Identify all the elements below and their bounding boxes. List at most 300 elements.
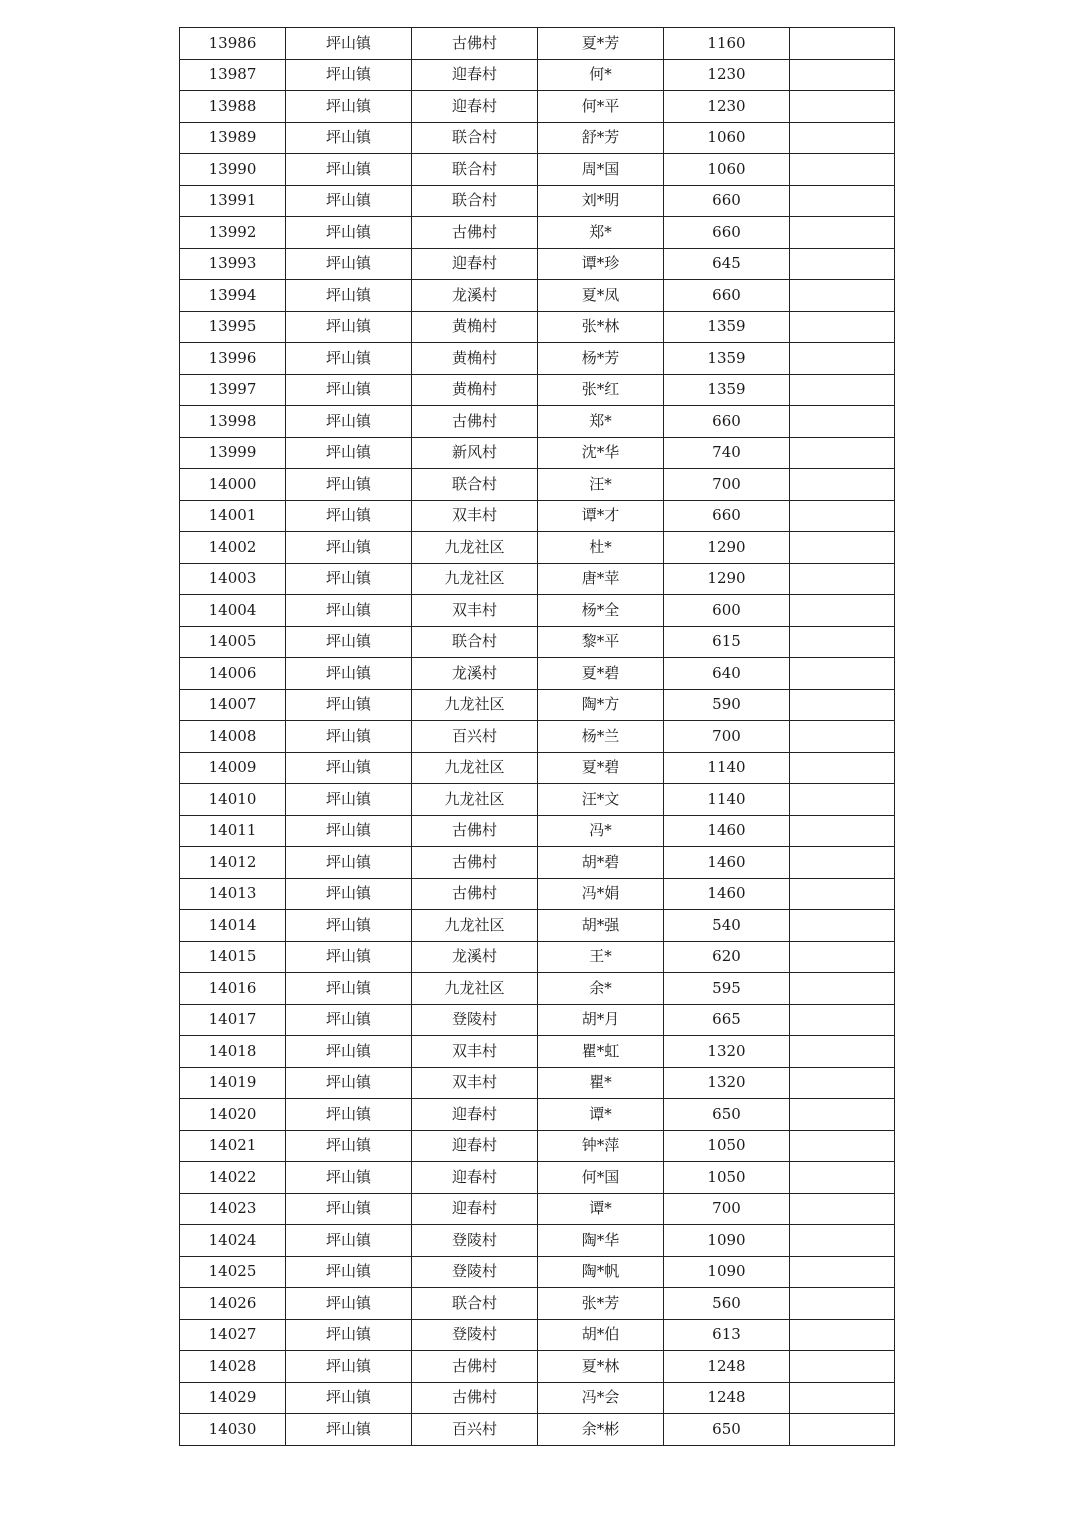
table-row bbox=[180, 91, 895, 123]
table-row bbox=[180, 122, 895, 154]
town-cell: 坪山镇 bbox=[286, 1414, 412, 1446]
name-cell: 谭* bbox=[538, 1099, 664, 1131]
amount-cell: 1050 bbox=[664, 1130, 790, 1162]
name-cell: 夏*芳 bbox=[538, 28, 664, 60]
name-cell: 冯*会 bbox=[538, 1382, 664, 1414]
table-row bbox=[180, 1414, 895, 1446]
name-cell: 胡*伯 bbox=[538, 1319, 664, 1351]
note-cell bbox=[790, 91, 895, 123]
serial-number-cell: 13997 bbox=[180, 374, 286, 406]
note-cell bbox=[790, 374, 895, 406]
serial-number-cell: 14018 bbox=[180, 1036, 286, 1068]
amount-cell: 1460 bbox=[664, 815, 790, 847]
note-cell bbox=[790, 185, 895, 217]
table-row bbox=[180, 374, 895, 406]
table-row bbox=[180, 563, 895, 595]
amount-cell: 560 bbox=[664, 1288, 790, 1320]
village-cell: 古佛村 bbox=[412, 847, 538, 879]
table-row bbox=[180, 437, 895, 469]
table-row bbox=[180, 1036, 895, 1068]
table-row bbox=[180, 658, 895, 690]
serial-number-cell: 14025 bbox=[180, 1256, 286, 1288]
table-row bbox=[180, 784, 895, 816]
amount-cell: 1460 bbox=[664, 878, 790, 910]
serial-number-cell: 14028 bbox=[180, 1351, 286, 1383]
amount-cell: 700 bbox=[664, 469, 790, 501]
note-cell bbox=[790, 1067, 895, 1099]
serial-number-cell: 13989 bbox=[180, 122, 286, 154]
amount-cell: 540 bbox=[664, 910, 790, 942]
table-row bbox=[180, 59, 895, 91]
amount-cell: 1090 bbox=[664, 1225, 790, 1257]
note-cell bbox=[790, 437, 895, 469]
table-row bbox=[180, 343, 895, 375]
town-cell: 坪山镇 bbox=[286, 406, 412, 438]
amount-cell: 615 bbox=[664, 626, 790, 658]
town-cell: 坪山镇 bbox=[286, 1004, 412, 1036]
table-row bbox=[180, 185, 895, 217]
note-cell bbox=[790, 563, 895, 595]
town-cell: 坪山镇 bbox=[286, 721, 412, 753]
note-cell bbox=[790, 1130, 895, 1162]
town-cell: 坪山镇 bbox=[286, 1256, 412, 1288]
note-cell bbox=[790, 1382, 895, 1414]
town-cell: 坪山镇 bbox=[286, 437, 412, 469]
village-cell: 双丰村 bbox=[412, 1067, 538, 1099]
town-cell: 坪山镇 bbox=[286, 1225, 412, 1257]
serial-number-cell: 14009 bbox=[180, 752, 286, 784]
town-cell: 坪山镇 bbox=[286, 595, 412, 627]
name-cell: 陶*方 bbox=[538, 689, 664, 721]
note-cell bbox=[790, 1319, 895, 1351]
town-cell: 坪山镇 bbox=[286, 28, 412, 60]
table-row bbox=[180, 1225, 895, 1257]
town-cell: 坪山镇 bbox=[286, 185, 412, 217]
note-cell bbox=[790, 280, 895, 312]
town-cell: 坪山镇 bbox=[286, 1099, 412, 1131]
name-cell: 张*林 bbox=[538, 311, 664, 343]
amount-cell: 1320 bbox=[664, 1067, 790, 1099]
note-cell bbox=[790, 1004, 895, 1036]
name-cell: 杨*芳 bbox=[538, 343, 664, 375]
amount-cell: 1160 bbox=[664, 28, 790, 60]
table-row bbox=[180, 878, 895, 910]
table-row bbox=[180, 1256, 895, 1288]
town-cell: 坪山镇 bbox=[286, 815, 412, 847]
serial-number-cell: 14003 bbox=[180, 563, 286, 595]
village-cell: 联合村 bbox=[412, 469, 538, 501]
town-cell: 坪山镇 bbox=[286, 878, 412, 910]
village-cell: 黄桷村 bbox=[412, 311, 538, 343]
amount-cell: 665 bbox=[664, 1004, 790, 1036]
amount-cell: 660 bbox=[664, 406, 790, 438]
town-cell: 坪山镇 bbox=[286, 1288, 412, 1320]
note-cell bbox=[790, 595, 895, 627]
note-cell bbox=[790, 343, 895, 375]
town-cell: 坪山镇 bbox=[286, 973, 412, 1005]
table-row bbox=[180, 973, 895, 1005]
amount-cell: 1060 bbox=[664, 154, 790, 186]
town-cell: 坪山镇 bbox=[286, 59, 412, 91]
table-row bbox=[180, 1004, 895, 1036]
village-cell: 古佛村 bbox=[412, 1351, 538, 1383]
table-row bbox=[180, 154, 895, 186]
serial-number-cell: 14023 bbox=[180, 1193, 286, 1225]
name-cell: 夏*林 bbox=[538, 1351, 664, 1383]
village-cell: 九龙社区 bbox=[412, 689, 538, 721]
village-cell: 百兴村 bbox=[412, 721, 538, 753]
note-cell bbox=[790, 59, 895, 91]
amount-cell: 1140 bbox=[664, 784, 790, 816]
amount-cell: 640 bbox=[664, 658, 790, 690]
village-cell: 九龙社区 bbox=[412, 563, 538, 595]
serial-number-cell: 13994 bbox=[180, 280, 286, 312]
note-cell bbox=[790, 689, 895, 721]
note-cell bbox=[790, 28, 895, 60]
village-cell: 登陵村 bbox=[412, 1225, 538, 1257]
table-row bbox=[180, 752, 895, 784]
name-cell: 夏*碧 bbox=[538, 752, 664, 784]
name-cell: 谭* bbox=[538, 1193, 664, 1225]
town-cell: 坪山镇 bbox=[286, 500, 412, 532]
town-cell: 坪山镇 bbox=[286, 343, 412, 375]
village-cell: 古佛村 bbox=[412, 406, 538, 438]
amount-cell: 1230 bbox=[664, 91, 790, 123]
name-cell: 刘*明 bbox=[538, 185, 664, 217]
name-cell: 冯* bbox=[538, 815, 664, 847]
note-cell bbox=[790, 910, 895, 942]
town-cell: 坪山镇 bbox=[286, 1130, 412, 1162]
name-cell: 张*芳 bbox=[538, 1288, 664, 1320]
note-cell bbox=[790, 532, 895, 564]
table-row bbox=[180, 1099, 895, 1131]
note-cell bbox=[790, 941, 895, 973]
village-cell: 九龙社区 bbox=[412, 910, 538, 942]
name-cell: 何*平 bbox=[538, 91, 664, 123]
table-row bbox=[180, 847, 895, 879]
village-cell: 联合村 bbox=[412, 1288, 538, 1320]
name-cell: 黎*平 bbox=[538, 626, 664, 658]
name-cell: 胡*强 bbox=[538, 910, 664, 942]
village-cell: 双丰村 bbox=[412, 500, 538, 532]
name-cell: 张*红 bbox=[538, 374, 664, 406]
note-cell bbox=[790, 973, 895, 1005]
village-cell: 古佛村 bbox=[412, 815, 538, 847]
serial-number-cell: 14014 bbox=[180, 910, 286, 942]
serial-number-cell: 13986 bbox=[180, 28, 286, 60]
village-cell: 迎春村 bbox=[412, 1130, 538, 1162]
table-row bbox=[180, 1288, 895, 1320]
serial-number-cell: 14013 bbox=[180, 878, 286, 910]
roster-table-body bbox=[180, 28, 895, 1446]
town-cell: 坪山镇 bbox=[286, 1162, 412, 1194]
name-cell: 杜* bbox=[538, 532, 664, 564]
amount-cell: 1359 bbox=[664, 374, 790, 406]
table-row bbox=[180, 1067, 895, 1099]
town-cell: 坪山镇 bbox=[286, 469, 412, 501]
roster-table bbox=[179, 27, 895, 1446]
name-cell: 冯*娟 bbox=[538, 878, 664, 910]
note-cell bbox=[790, 1193, 895, 1225]
village-cell: 迎春村 bbox=[412, 1193, 538, 1225]
name-cell: 余*彬 bbox=[538, 1414, 664, 1446]
village-cell: 百兴村 bbox=[412, 1414, 538, 1446]
town-cell: 坪山镇 bbox=[286, 1319, 412, 1351]
town-cell: 坪山镇 bbox=[286, 122, 412, 154]
serial-number-cell: 13992 bbox=[180, 217, 286, 249]
village-cell: 双丰村 bbox=[412, 1036, 538, 1068]
name-cell: 舒*芳 bbox=[538, 122, 664, 154]
town-cell: 坪山镇 bbox=[286, 658, 412, 690]
name-cell: 钟*萍 bbox=[538, 1130, 664, 1162]
town-cell: 坪山镇 bbox=[286, 941, 412, 973]
name-cell: 胡*月 bbox=[538, 1004, 664, 1036]
town-cell: 坪山镇 bbox=[286, 847, 412, 879]
amount-cell: 613 bbox=[664, 1319, 790, 1351]
village-cell: 联合村 bbox=[412, 185, 538, 217]
village-cell: 龙溪村 bbox=[412, 941, 538, 973]
village-cell: 迎春村 bbox=[412, 1099, 538, 1131]
village-cell: 古佛村 bbox=[412, 28, 538, 60]
note-cell bbox=[790, 311, 895, 343]
amount-cell: 660 bbox=[664, 217, 790, 249]
village-cell: 龙溪村 bbox=[412, 658, 538, 690]
note-cell bbox=[790, 1414, 895, 1446]
serial-number-cell: 14004 bbox=[180, 595, 286, 627]
town-cell: 坪山镇 bbox=[286, 248, 412, 280]
table-row bbox=[180, 248, 895, 280]
town-cell: 坪山镇 bbox=[286, 689, 412, 721]
serial-number-cell: 14017 bbox=[180, 1004, 286, 1036]
village-cell: 新风村 bbox=[412, 437, 538, 469]
village-cell: 迎春村 bbox=[412, 1162, 538, 1194]
village-cell: 联合村 bbox=[412, 122, 538, 154]
note-cell bbox=[790, 1036, 895, 1068]
amount-cell: 1230 bbox=[664, 59, 790, 91]
note-cell bbox=[790, 878, 895, 910]
serial-number-cell: 14008 bbox=[180, 721, 286, 753]
town-cell: 坪山镇 bbox=[286, 1351, 412, 1383]
name-cell: 陶*帆 bbox=[538, 1256, 664, 1288]
serial-number-cell: 14030 bbox=[180, 1414, 286, 1446]
village-cell: 九龙社区 bbox=[412, 532, 538, 564]
serial-number-cell: 14029 bbox=[180, 1382, 286, 1414]
serial-number-cell: 13998 bbox=[180, 406, 286, 438]
name-cell: 瞿* bbox=[538, 1067, 664, 1099]
village-cell: 迎春村 bbox=[412, 59, 538, 91]
town-cell: 坪山镇 bbox=[286, 311, 412, 343]
note-cell bbox=[790, 122, 895, 154]
serial-number-cell: 14010 bbox=[180, 784, 286, 816]
serial-number-cell: 14005 bbox=[180, 626, 286, 658]
table-row bbox=[180, 721, 895, 753]
table-row bbox=[180, 469, 895, 501]
name-cell: 沈*华 bbox=[538, 437, 664, 469]
table-row bbox=[180, 311, 895, 343]
name-cell: 汪*文 bbox=[538, 784, 664, 816]
name-cell: 何*国 bbox=[538, 1162, 664, 1194]
amount-cell: 1248 bbox=[664, 1382, 790, 1414]
town-cell: 坪山镇 bbox=[286, 280, 412, 312]
village-cell: 古佛村 bbox=[412, 217, 538, 249]
amount-cell: 1248 bbox=[664, 1351, 790, 1383]
village-cell: 九龙社区 bbox=[412, 752, 538, 784]
name-cell: 瞿*虹 bbox=[538, 1036, 664, 1068]
serial-number-cell: 14021 bbox=[180, 1130, 286, 1162]
serial-number-cell: 14012 bbox=[180, 847, 286, 879]
table-row bbox=[180, 1130, 895, 1162]
amount-cell: 645 bbox=[664, 248, 790, 280]
table-row bbox=[180, 595, 895, 627]
amount-cell: 1050 bbox=[664, 1162, 790, 1194]
table-row bbox=[180, 910, 895, 942]
serial-number-cell: 14001 bbox=[180, 500, 286, 532]
name-cell: 谭*才 bbox=[538, 500, 664, 532]
amount-cell: 1359 bbox=[664, 311, 790, 343]
town-cell: 坪山镇 bbox=[286, 154, 412, 186]
village-cell: 古佛村 bbox=[412, 1382, 538, 1414]
note-cell bbox=[790, 406, 895, 438]
note-cell bbox=[790, 248, 895, 280]
note-cell bbox=[790, 469, 895, 501]
name-cell: 王* bbox=[538, 941, 664, 973]
serial-number-cell: 13991 bbox=[180, 185, 286, 217]
town-cell: 坪山镇 bbox=[286, 1193, 412, 1225]
amount-cell: 1290 bbox=[664, 532, 790, 564]
note-cell bbox=[790, 815, 895, 847]
town-cell: 坪山镇 bbox=[286, 563, 412, 595]
amount-cell: 700 bbox=[664, 721, 790, 753]
town-cell: 坪山镇 bbox=[286, 910, 412, 942]
village-cell: 古佛村 bbox=[412, 878, 538, 910]
town-cell: 坪山镇 bbox=[286, 784, 412, 816]
village-cell: 双丰村 bbox=[412, 595, 538, 627]
name-cell: 周*国 bbox=[538, 154, 664, 186]
amount-cell: 740 bbox=[664, 437, 790, 469]
name-cell: 郑* bbox=[538, 217, 664, 249]
town-cell: 坪山镇 bbox=[286, 217, 412, 249]
village-cell: 联合村 bbox=[412, 626, 538, 658]
town-cell: 坪山镇 bbox=[286, 532, 412, 564]
name-cell: 汪* bbox=[538, 469, 664, 501]
serial-number-cell: 13995 bbox=[180, 311, 286, 343]
table-row bbox=[180, 532, 895, 564]
note-cell bbox=[790, 1351, 895, 1383]
serial-number-cell: 14024 bbox=[180, 1225, 286, 1257]
amount-cell: 620 bbox=[664, 941, 790, 973]
village-cell: 登陵村 bbox=[412, 1319, 538, 1351]
village-cell: 龙溪村 bbox=[412, 280, 538, 312]
note-cell bbox=[790, 784, 895, 816]
table-row bbox=[180, 1319, 895, 1351]
village-cell: 登陵村 bbox=[412, 1004, 538, 1036]
table-row bbox=[180, 815, 895, 847]
name-cell: 唐*苹 bbox=[538, 563, 664, 595]
amount-cell: 595 bbox=[664, 973, 790, 1005]
amount-cell: 660 bbox=[664, 500, 790, 532]
town-cell: 坪山镇 bbox=[286, 91, 412, 123]
amount-cell: 1290 bbox=[664, 563, 790, 595]
town-cell: 坪山镇 bbox=[286, 1036, 412, 1068]
amount-cell: 1320 bbox=[664, 1036, 790, 1068]
note-cell bbox=[790, 154, 895, 186]
amount-cell: 1460 bbox=[664, 847, 790, 879]
serial-number-cell: 13999 bbox=[180, 437, 286, 469]
amount-cell: 1090 bbox=[664, 1256, 790, 1288]
serial-number-cell: 14015 bbox=[180, 941, 286, 973]
village-cell: 登陵村 bbox=[412, 1256, 538, 1288]
name-cell: 夏*凤 bbox=[538, 280, 664, 312]
note-cell bbox=[790, 847, 895, 879]
table-row bbox=[180, 941, 895, 973]
note-cell bbox=[790, 217, 895, 249]
note-cell bbox=[790, 1288, 895, 1320]
town-cell: 坪山镇 bbox=[286, 1382, 412, 1414]
note-cell bbox=[790, 1225, 895, 1257]
town-cell: 坪山镇 bbox=[286, 626, 412, 658]
name-cell: 何* bbox=[538, 59, 664, 91]
name-cell: 夏*碧 bbox=[538, 658, 664, 690]
note-cell bbox=[790, 500, 895, 532]
serial-number-cell: 14020 bbox=[180, 1099, 286, 1131]
town-cell: 坪山镇 bbox=[286, 752, 412, 784]
note-cell bbox=[790, 721, 895, 753]
village-cell: 九龙社区 bbox=[412, 973, 538, 1005]
amount-cell: 650 bbox=[664, 1414, 790, 1446]
village-cell: 黄桷村 bbox=[412, 374, 538, 406]
note-cell bbox=[790, 658, 895, 690]
serial-number-cell: 13988 bbox=[180, 91, 286, 123]
table-row bbox=[180, 500, 895, 532]
name-cell: 郑* bbox=[538, 406, 664, 438]
serial-number-cell: 14002 bbox=[180, 532, 286, 564]
table-row bbox=[180, 217, 895, 249]
amount-cell: 1060 bbox=[664, 122, 790, 154]
serial-number-cell: 13990 bbox=[180, 154, 286, 186]
village-cell: 迎春村 bbox=[412, 91, 538, 123]
serial-number-cell: 14019 bbox=[180, 1067, 286, 1099]
village-cell: 九龙社区 bbox=[412, 784, 538, 816]
serial-number-cell: 14016 bbox=[180, 973, 286, 1005]
note-cell bbox=[790, 1162, 895, 1194]
table-row bbox=[180, 1351, 895, 1383]
serial-number-cell: 14000 bbox=[180, 469, 286, 501]
serial-number-cell: 14026 bbox=[180, 1288, 286, 1320]
table-row bbox=[180, 406, 895, 438]
table-row bbox=[180, 1162, 895, 1194]
table-row bbox=[180, 1382, 895, 1414]
serial-number-cell: 13996 bbox=[180, 343, 286, 375]
amount-cell: 650 bbox=[664, 1099, 790, 1131]
village-cell: 联合村 bbox=[412, 154, 538, 186]
note-cell bbox=[790, 1099, 895, 1131]
serial-number-cell: 13987 bbox=[180, 59, 286, 91]
name-cell: 胡*碧 bbox=[538, 847, 664, 879]
serial-number-cell: 13993 bbox=[180, 248, 286, 280]
serial-number-cell: 14006 bbox=[180, 658, 286, 690]
name-cell: 陶*华 bbox=[538, 1225, 664, 1257]
amount-cell: 1140 bbox=[664, 752, 790, 784]
name-cell: 谭*珍 bbox=[538, 248, 664, 280]
table-row bbox=[180, 1193, 895, 1225]
serial-number-cell: 14027 bbox=[180, 1319, 286, 1351]
amount-cell: 590 bbox=[664, 689, 790, 721]
table-row bbox=[180, 28, 895, 60]
village-cell: 黄桷村 bbox=[412, 343, 538, 375]
amount-cell: 600 bbox=[664, 595, 790, 627]
serial-number-cell: 14022 bbox=[180, 1162, 286, 1194]
amount-cell: 700 bbox=[664, 1193, 790, 1225]
